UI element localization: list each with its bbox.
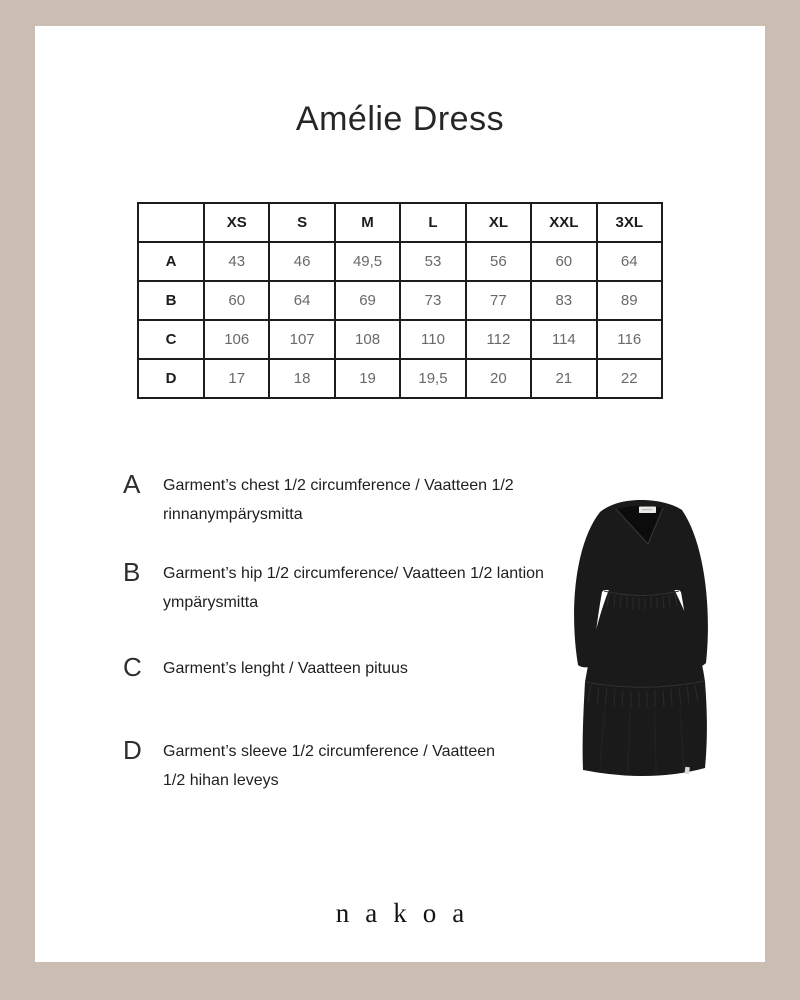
size-value-cell: 19,5: [400, 359, 465, 398]
legend-description: [163, 471, 514, 529]
product-title: Amélie Dress: [295, 100, 505, 138]
size-value-cell: 107: [269, 320, 334, 359]
legend-description-line: Garment’s chest 1/2 circumference / Vaatteen 1/2: [163, 477, 514, 494]
legend-letter: B: [123, 557, 141, 587]
size-value-cell: 53: [400, 242, 465, 281]
size-value-cell: 22: [597, 359, 662, 398]
size-value-cell: 56: [466, 242, 531, 281]
legend-description-line: Garment’s sleeve 1/2 circumference / Vaatteen: [163, 743, 496, 760]
legend-letter: D: [123, 735, 142, 765]
table-row: [138, 359, 662, 398]
legend-description-line: Garment’s hip 1/2 circumference/ Vaatteen 1/2 lantion: [163, 565, 544, 582]
size-chart-body: [138, 242, 662, 398]
size-value-cell: 114: [531, 320, 596, 359]
size-column-header: M: [335, 203, 400, 242]
product-photo: [555, 492, 745, 787]
table-row: [138, 242, 662, 281]
measurement-row-label: C: [138, 320, 204, 359]
size-value-cell: 64: [597, 242, 662, 281]
size-chart-table: [137, 202, 663, 399]
legend-item: [123, 654, 408, 683]
legend-description-line: ympärysmitta: [163, 594, 259, 611]
table-row: [138, 281, 662, 320]
legend-item: [123, 471, 514, 529]
size-value-cell: 73: [400, 281, 465, 320]
legend-letter: C: [123, 652, 142, 682]
size-value-cell: 17: [204, 359, 269, 398]
size-column-header: XL: [466, 203, 531, 242]
dress-neck-label-print: [642, 509, 652, 510]
size-value-cell: 60: [204, 281, 269, 320]
measurement-row-label: B: [138, 281, 204, 320]
size-column-header: XS: [204, 203, 269, 242]
legend-description: [163, 559, 544, 617]
size-chart-corner-cell: [138, 203, 204, 242]
size-guide-panel: [35, 26, 765, 962]
table-row: [138, 320, 662, 359]
size-value-cell: 18: [269, 359, 334, 398]
size-value-cell: 19: [335, 359, 400, 398]
size-chart-header: [138, 203, 662, 242]
size-value-cell: 106: [204, 320, 269, 359]
legend-description-line: Garment’s lenght / Vaatteen pituus: [163, 660, 408, 677]
legend-description: [163, 654, 408, 683]
size-value-cell: 43: [204, 242, 269, 281]
legend-description: [163, 737, 495, 795]
size-value-cell: 49,5: [335, 242, 400, 281]
size-value-cell: 108: [335, 320, 400, 359]
size-value-cell: 83: [531, 281, 596, 320]
size-value-cell: 77: [466, 281, 531, 320]
measurement-row-label: D: [138, 359, 204, 398]
measurement-row-label: A: [138, 242, 204, 281]
legend-item: [123, 559, 544, 617]
size-column-header: XXL: [531, 203, 596, 242]
legend-description-line: rinnanympärysmitta: [163, 506, 303, 523]
legend-description-line: 1/2 hihan leveys: [163, 772, 279, 789]
size-value-cell: 69: [335, 281, 400, 320]
size-column-header: L: [400, 203, 465, 242]
size-value-cell: 20: [466, 359, 531, 398]
size-value-cell: 116: [597, 320, 662, 359]
size-column-header: 3XL: [597, 203, 662, 242]
legend-letter: A: [123, 469, 141, 499]
size-value-cell: 21: [531, 359, 596, 398]
dress-illustration: [555, 492, 745, 787]
size-value-cell: 110: [400, 320, 465, 359]
legend-item: [123, 737, 495, 795]
size-value-cell: 64: [269, 281, 334, 320]
size-value-cell: 89: [597, 281, 662, 320]
size-value-cell: 46: [269, 242, 334, 281]
brand-logo: nakoa: [335, 898, 481, 928]
size-column-header: S: [269, 203, 334, 242]
size-value-cell: 60: [531, 242, 596, 281]
size-value-cell: 112: [466, 320, 531, 359]
